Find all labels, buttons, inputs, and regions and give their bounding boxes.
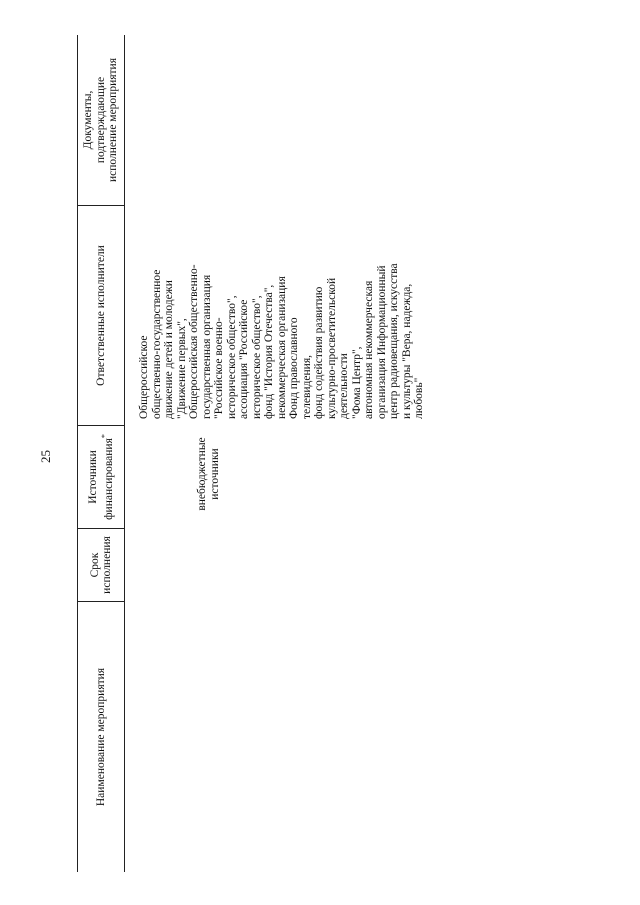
executor-line: Фонд православного (288, 317, 300, 419)
executor-line: деятельности (338, 353, 350, 419)
row-executors-cell (138, 204, 426, 419)
header-executors-text: Ответственные исполнители (94, 245, 107, 386)
header-sources-line2: финансирования (102, 438, 115, 520)
row-sources-cell (196, 429, 221, 519)
header-sources (80, 426, 122, 528)
executor-line: Общероссийское (138, 335, 150, 419)
header-documents-line1: Документы, (82, 90, 95, 150)
header-name-text: Наименование мероприятия (94, 667, 107, 807)
executor-line: историческое общество", (225, 295, 238, 419)
executor-line: фонд содействия развитию (313, 286, 325, 419)
executor-line: движение детей и молодежи (163, 280, 175, 419)
executor-line: некоммерческая организация (275, 276, 288, 419)
header-name (80, 602, 122, 872)
executor-line: центр радиовещания, искусства (388, 263, 400, 419)
executor-line: государственная организация (200, 274, 213, 419)
executor-line: "Движение первых", (175, 318, 188, 419)
executor-line: историческое общество", (250, 295, 263, 419)
header-term-line2: исполнения (101, 536, 113, 594)
executor-line: телевидения, (300, 355, 313, 419)
header-documents (80, 35, 122, 205)
header-term (80, 529, 122, 601)
executor-line: автономная некоммерческая (363, 280, 375, 419)
executor-line: "Фома Центр", (350, 346, 363, 419)
header-sources-line1: Источники (86, 450, 99, 504)
header-documents-line2: подтверждающие (94, 76, 107, 164)
executor-line: культурно-просветительской (325, 277, 338, 419)
executor-line: любовь" (413, 377, 425, 419)
header-executors (80, 206, 122, 425)
executor-line: ассоциация "Российское (238, 299, 250, 419)
header-term-line1: Срок (88, 552, 101, 578)
page-number: 25 (38, 450, 53, 463)
table-top-rule (77, 35, 78, 872)
executor-line: организация Информационный (375, 265, 388, 419)
executor-line: и культуры "Вера, надежда, (400, 283, 413, 419)
header-bottom-rule (124, 35, 125, 872)
executor-line: общественно-государственное (150, 269, 163, 419)
sources-line: источники (208, 448, 221, 500)
footnote-mark: * (100, 434, 110, 439)
executor-line: Общероссийская общественно- (188, 264, 200, 419)
sources-line: внебюджетные (196, 437, 208, 511)
executor-line: фонд "История Отечества", (263, 284, 275, 419)
header-documents-line3: исполнение мероприятия (107, 58, 120, 182)
executor-line: "Российское военно- (213, 317, 225, 419)
